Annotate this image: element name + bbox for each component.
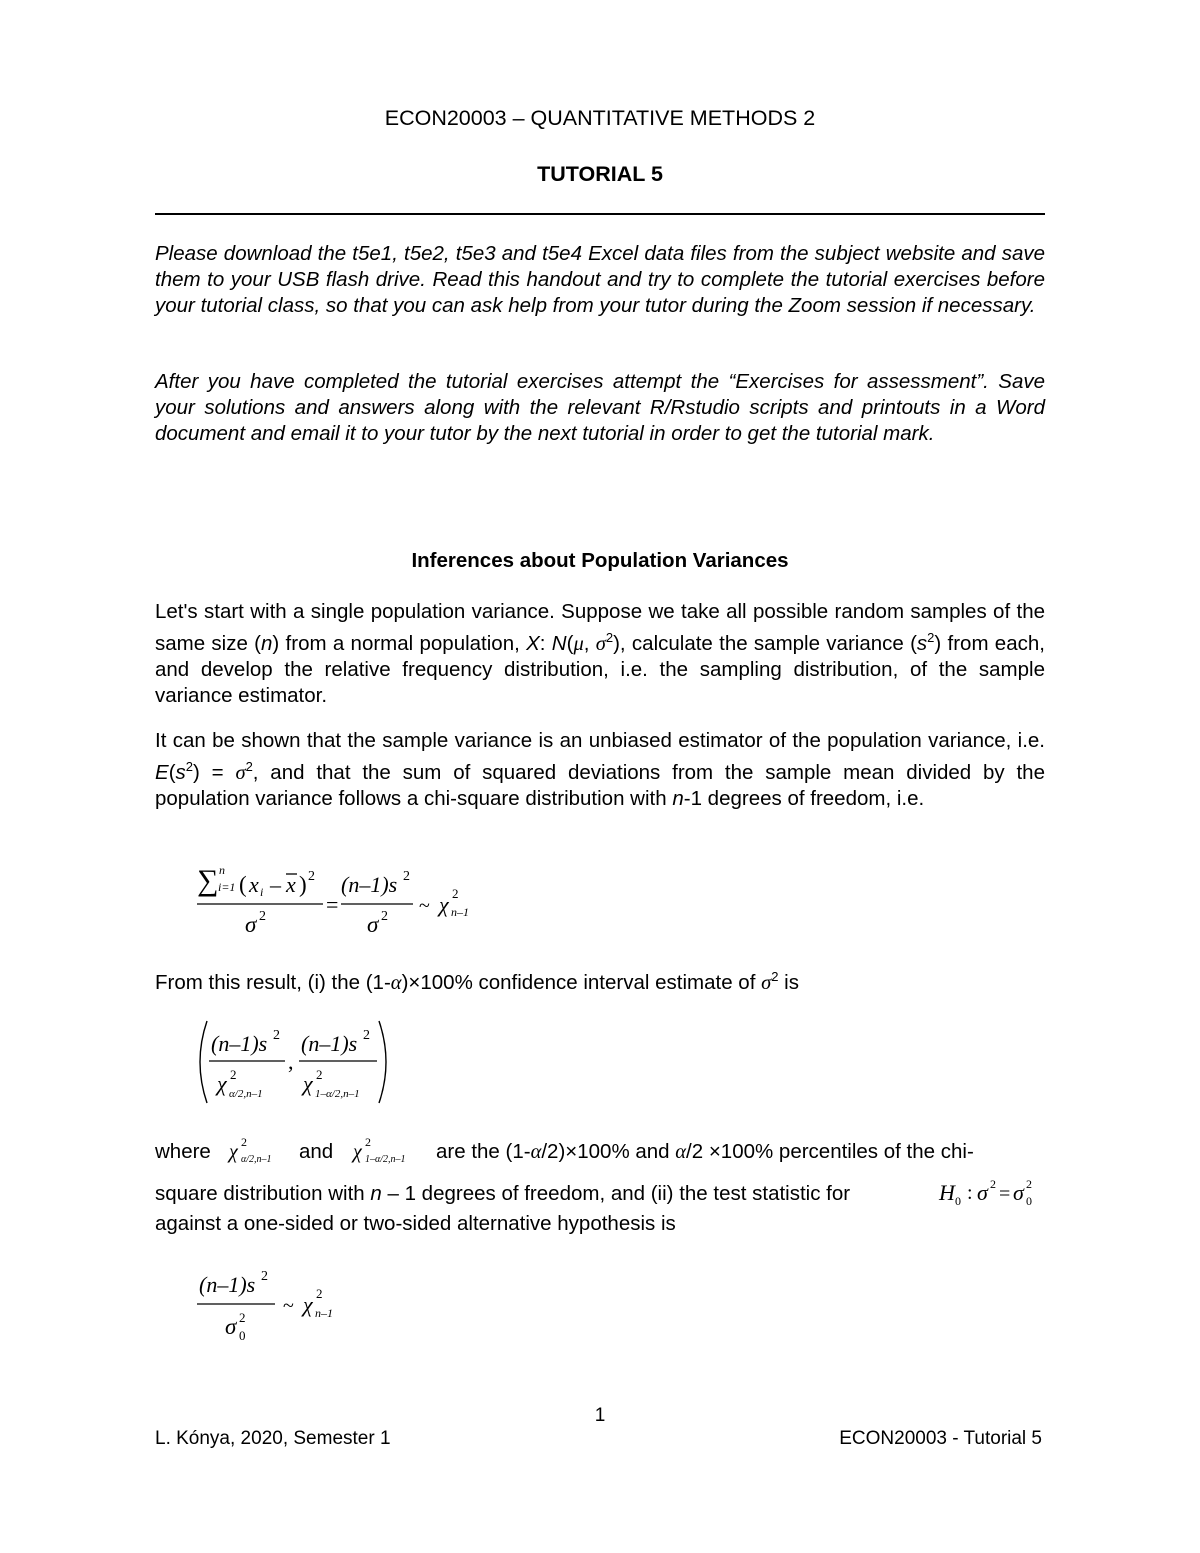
svg-text:χ: χ (229, 1141, 238, 1163)
svg-text:2: 2 (365, 1135, 371, 1149)
svg-text:=: = (999, 1183, 1011, 1205)
paragraph-percentiles-line-1: where χ 2 α/2,n–1 and χ 2 1–α/2,n–1 are the (1-α/2)×100% and α/2 ×100% percentiles of the chi- (155, 1140, 1045, 1170)
svg-text:χ: χ (303, 1071, 313, 1096)
svg-text:): ) (299, 872, 307, 897)
svg-text:x: x (286, 872, 296, 897)
sum-symbol: ∑ (197, 864, 219, 897)
svg-text:σ: σ (977, 1180, 988, 1205)
svg-text:–: – (270, 872, 281, 897)
svg-text:σ: σ (1013, 1180, 1024, 1205)
svg-text:2: 2 (990, 1177, 996, 1191)
svg-text:~: ~ (283, 1295, 294, 1317)
svg-text:χ: χ (353, 1141, 362, 1163)
null-hypothesis (937, 1172, 1047, 1212)
page-number: 1 (594, 1405, 606, 1426)
right-bracket (379, 1021, 386, 1103)
svg-text:x: x (249, 872, 259, 897)
svg-text:2: 2 (239, 1310, 246, 1325)
equation-chi-square-distribution (195, 860, 485, 940)
paragraph-unbiased: It can be shown that the sample variance is an unbiased estimator of the population variance, i.e. $E(s^2) = \sigma^2$, and that the sum of squared deviations from the sample mean divided by the population variance follows a chi-square distribution with n-1 degrees of freedom, i.e. (155, 729, 1045, 810)
footer-author: L. Kónya, 2020, Semester 1 (155, 1428, 391, 1449)
svg-text:2: 2 (273, 1028, 280, 1043)
equation-test-statistic (195, 1262, 355, 1344)
svg-text:α/2,n–1: α/2,n–1 (229, 1088, 263, 1100)
left-bracket (200, 1021, 207, 1103)
svg-text:n–1: n–1 (451, 905, 469, 919)
paragraph-percentiles-line-2: square distribution with n – 1 degrees of freedom, and (ii) the test statistic for H 0 : σ 2 = σ 2 0 (155, 1182, 1045, 1212)
svg-text:2: 2 (316, 1286, 323, 1301)
svg-text:2: 2 (259, 909, 266, 924)
course-title: ECON20003 – QUANTITATIVE METHODS 2 (384, 106, 816, 130)
svg-text:2: 2 (363, 1028, 370, 1043)
footer-course: ECON20003 - Tutorial 5 (839, 1428, 1042, 1449)
svg-text:(n–1)s: (n–1)s (199, 1272, 256, 1297)
sum-lower-limit: i=1 (218, 880, 236, 894)
svg-text:0: 0 (1026, 1194, 1032, 1208)
intro-paragraph-assessment: After you have completed the tutorial exercises attempt the “Exercises for assessment”. Save your solutions and answers along with the relevant R/Rstudio scripts and printouts in a Word document and email it to your tutor by the next tutorial in order to get the tutorial mark. (155, 370, 1045, 445)
svg-text::: : (967, 1182, 973, 1204)
svg-text:~: ~ (419, 895, 430, 917)
svg-text:(n–1)s: (n–1)s (301, 1031, 358, 1056)
svg-text:0: 0 (239, 1328, 246, 1343)
tutorial-title: TUTORIAL 5 (537, 162, 663, 186)
svg-text:(: ( (239, 872, 247, 897)
svg-text:2: 2 (241, 1135, 247, 1149)
sum-upper-limit: n (219, 863, 225, 877)
svg-text:σ: σ (225, 1314, 237, 1339)
svg-text:,: , (288, 1049, 294, 1074)
intro-paragraph-download: Please download the t5e1, t5e2, t5e3 and t5e4 Excel data files from the subject website and save them to your USB flash drive. Read this handout and try to complete the tutorial exercises before your tutorial class, so that you can ask help from your tutor during the Zoom session if necessary. (155, 242, 1045, 317)
svg-text:1–α/2,n–1: 1–α/2,n–1 (315, 1088, 360, 1100)
svg-text:0: 0 (955, 1194, 961, 1208)
svg-text:χ: χ (303, 1292, 313, 1317)
svg-text:σ: σ (245, 912, 257, 937)
svg-text:2: 2 (381, 909, 388, 924)
paragraph-confidence-interval: From this result, (i) the (1-α)×100% confidence interval estimate of $\sigma^2$ is (155, 969, 799, 994)
svg-text:n–1: n–1 (315, 1306, 333, 1320)
svg-text:χ: χ (217, 1071, 227, 1096)
svg-text:2: 2 (1026, 1177, 1032, 1191)
svg-text:i: i (260, 885, 264, 899)
svg-text:H: H (939, 1180, 955, 1205)
header-rule (155, 213, 1045, 215)
section-heading: Inferences about Population Variances (411, 549, 789, 572)
paragraph-sampling: Let's start with a single population variance. Suppose we take all possible random samples of the same size (n) from a normal population, X: N(μ, $\sigma^2$), calculate the sample variance $(s^2)$ from each, and develop the relative frequency distribution, i.e. the sampling distribution, of the sample variance estimator. (155, 600, 1045, 707)
svg-text:2: 2 (230, 1067, 237, 1082)
svg-text:2: 2 (452, 886, 459, 901)
chi-lower-percentile (227, 1134, 307, 1170)
svg-text:(n–1)s: (n–1)s (211, 1031, 268, 1056)
svg-text:χ: χ (439, 892, 449, 917)
chi-upper-percentile (351, 1134, 431, 1170)
svg-text:2: 2 (403, 869, 410, 884)
svg-text:σ: σ (367, 912, 379, 937)
svg-text:2: 2 (308, 869, 315, 884)
equation-confidence-interval (193, 1017, 403, 1107)
svg-text:(n–1)s: (n–1)s (341, 872, 398, 897)
svg-text:=: = (326, 892, 339, 917)
svg-text:1–α/2,n–1: 1–α/2,n–1 (365, 1154, 406, 1165)
svg-text:α/2,n–1: α/2,n–1 (241, 1154, 272, 1165)
svg-text:2: 2 (261, 1269, 268, 1284)
svg-text:2: 2 (316, 1067, 323, 1082)
paragraph-percentiles-line-3: against a one-sided or two-sided alternative hypothesis is (155, 1212, 676, 1235)
